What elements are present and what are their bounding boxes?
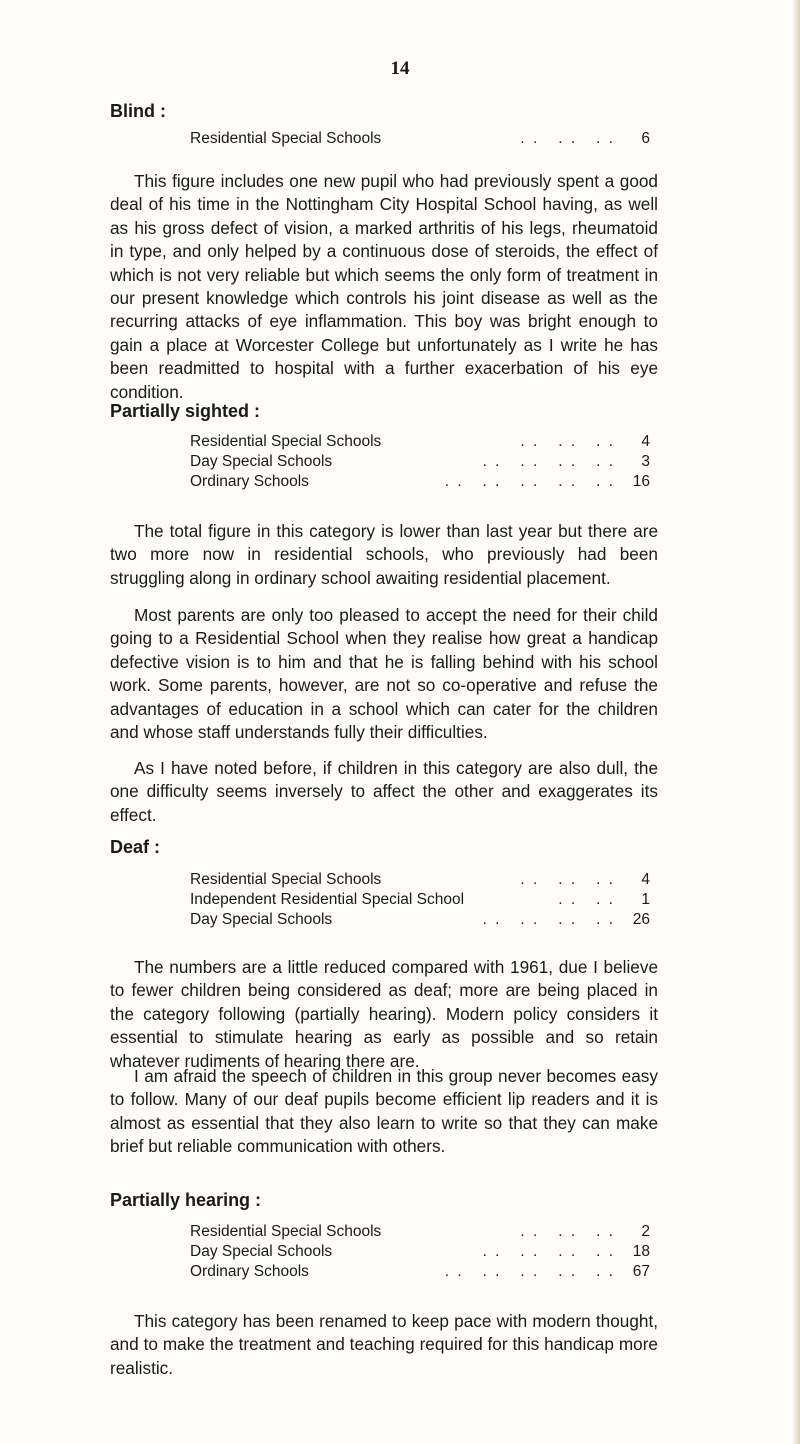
table-row [190,472,650,492]
table-row [190,1262,650,1282]
leader-dots: . . . . . . . . . . [444,1263,615,1280]
paragraph: I am afraid the speech of children in this group never becomes easy to follow. Many of our deaf pupils become efficient lip readers and it is almost as essential that they also learn to write so that they can make brief but reliable communication with others. [110,1066,658,1157]
row-label: Residential Special Schools [190,1223,382,1240]
row-label: Residential Special Schools [190,871,382,888]
paragraph: The total figure in this category is lower than last year but there are two more now in residential schools, who previously had been struggling along in ordinary school awaiting residential placement. [110,521,658,588]
table-partially-hearing [190,1222,650,1282]
row-value: 2 [641,1223,650,1240]
row-value: 4 [641,871,650,888]
table-row [190,910,650,930]
paragraph: This figure includes one new pupil who had previously spent a good deal of his time in the Nottingham City Hospital School having, as well as his gross defect of vision, a marked arthritis of his legs, rheumatoid in type, and only helped by a continuous dose of steroids, the effect of which is not very reliable but which seems the only form of treatment in our present knowledge which controls his joint disease as well as the recurring attacks of eye inflammation. This boy was bright enough to gain a place at Worcester College but unfortunately as I write he has been readmitted to hospital with a further exacerbation of his eye condition. [110,171,658,402]
row-value: 1 [641,891,650,908]
paragraph: This category has been renamed to keep pace with modern thought, and to make the treatment and teaching required for this handicap more realistic. [110,1311,658,1378]
leader-dots: . . . . . . . . [482,1243,615,1260]
page-number: 14 [390,58,410,79]
row-label: Ordinary Schools [190,1263,309,1280]
row-label: Independent Residential Special School [190,891,465,908]
table-blind [190,129,650,149]
leader-dots: . . . . . . . . . . [444,473,615,490]
row-value: 26 [632,911,650,928]
leader-dots: . . . . . . . . [482,453,615,470]
row-label: Day Special Schools [190,453,333,470]
section-title-partially-hearing: Partially hearing : [110,1190,262,1210]
section-title-partially-sighted: Partially sighted : [110,401,261,421]
row-value: 3 [641,453,650,470]
table-deaf [190,870,650,930]
page-edge-shadow [792,0,800,1444]
row-label: Ordinary Schools [190,473,309,490]
leader-dots: . . . . [558,891,615,908]
row-label: Day Special Schools [190,1243,333,1260]
leader-dots: . . . . . . [520,433,615,450]
row-value: 4 [641,433,650,450]
row-label: Residential Special Schools [190,130,382,147]
row-label: Residential Special Schools [190,433,382,450]
table-row [190,890,650,910]
paragraph: Most parents are only too pleased to accept the need for their child going to a Residential School when they realise how great a handicap defective vision is to him and that he is falling behind with his school work. Some parents, however, are not so co-operative and refuse the advantages of education in a school which can cater for the children and whose staff understands fully their difficulties. [110,605,658,743]
table-row [190,1242,650,1262]
table-row [190,129,650,149]
row-value: 16 [632,473,650,490]
table-row [190,452,650,472]
leader-dots: . . . . . . [520,1223,615,1240]
section-title-blind: Blind : [110,101,166,121]
row-label: Day Special Schools [190,911,333,928]
paragraph: The numbers are a little reduced compared with 1961, due I believe to fewer children being considered as deaf; more are being placed in the category following (partially hearing). Modern policy considers it essential to stimulate hearing as early as possible and so retain whatever rudiments of hearing there are. [110,957,658,1071]
row-value: 6 [641,130,650,147]
row-value: 67 [632,1263,650,1280]
row-value: 18 [632,1243,650,1260]
leader-dots: . . . . . . [520,130,615,147]
table-row [190,1222,650,1242]
leader-dots: . . . . . . . . [482,911,615,928]
paragraph: As I have noted before, if children in this category are also dull, the one difficulty seems inversely to affect the other and exaggerates its effect. [110,758,658,825]
table-row [190,870,650,890]
leader-dots: . . . . . . [520,871,615,888]
section-title-deaf: Deaf : [110,837,161,857]
table-partially-sighted [190,432,650,492]
table-row [190,432,650,452]
